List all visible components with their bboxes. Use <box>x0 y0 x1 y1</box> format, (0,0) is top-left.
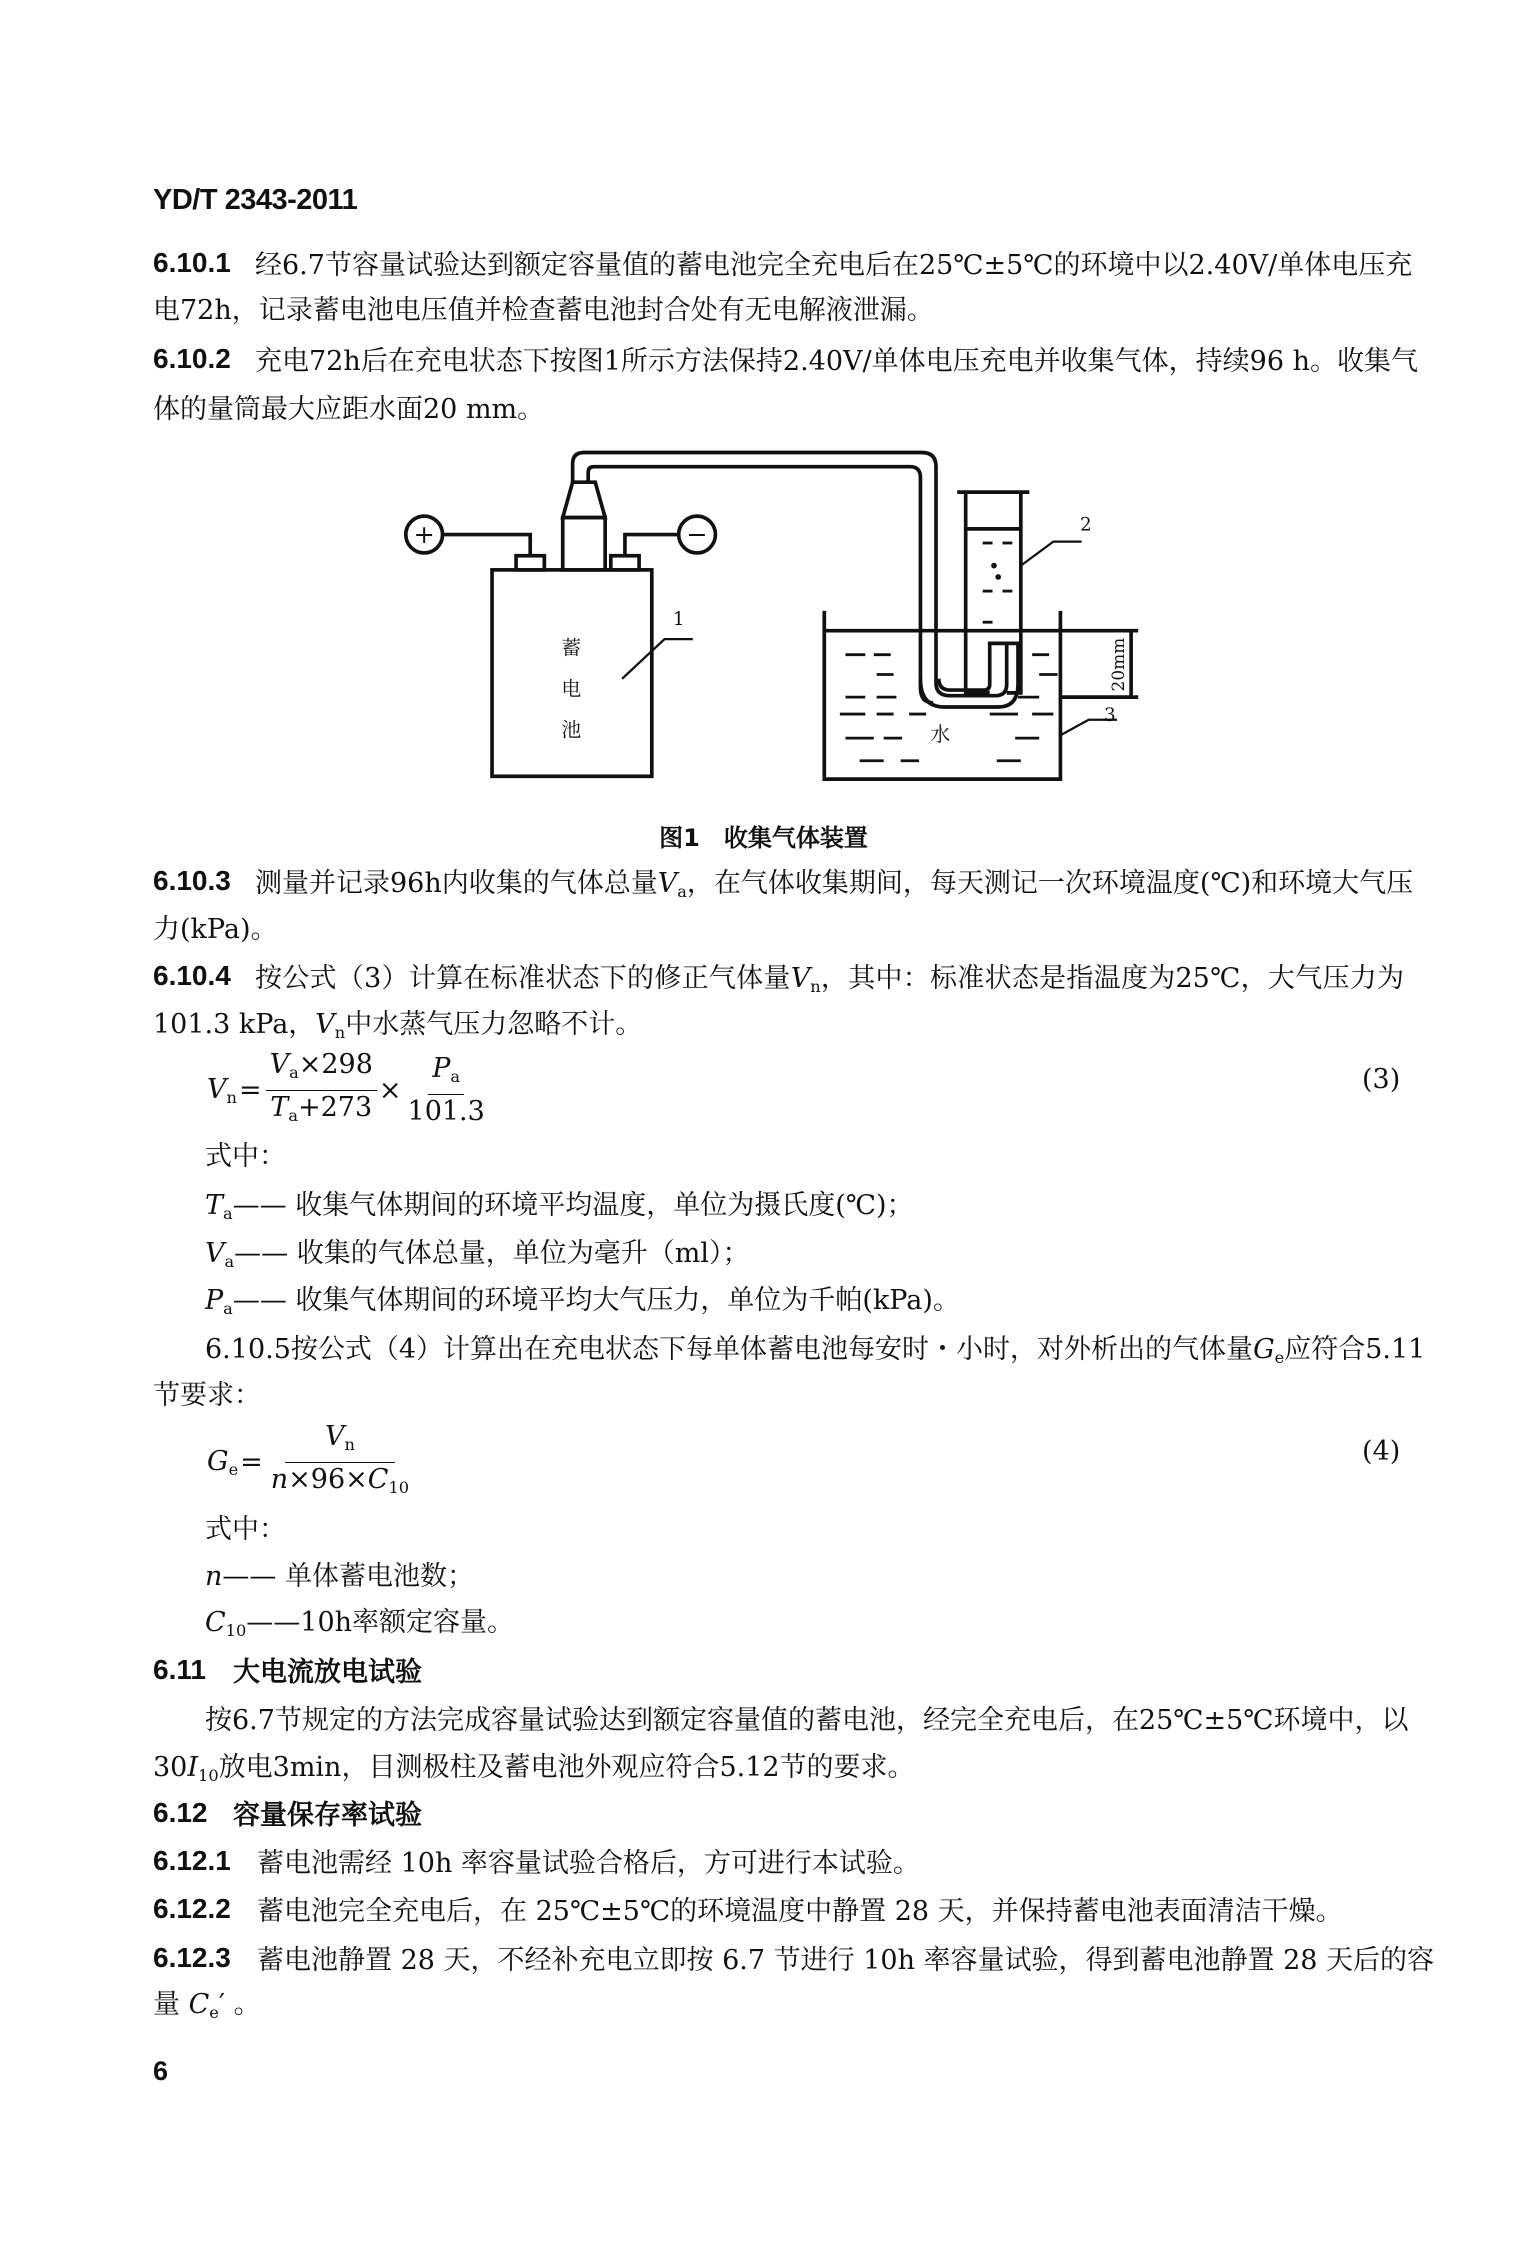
clause-number: 6.10.2 <box>153 343 231 374</box>
text-run: 经6.7节容量试验达到额定容量值的蓄电池完全充电后在25℃±5℃的环境中以2.40V/单体电压充 <box>255 250 1413 281</box>
text-line <box>205 1235 1404 1273</box>
text-line <box>205 1138 1404 1176</box>
battery-label-char: 蓄 <box>561 636 582 660</box>
text-line <box>153 292 1404 330</box>
text-line <box>205 1558 1404 1596</box>
line-text <box>233 1654 1404 1692</box>
text-line <box>205 1604 1404 1642</box>
text-run: 按6.7节规定的方法完成容量试验达到额定容量值的蓄电池，经完全充电后，在25℃±5℃环境中，以 <box>205 1705 1409 1736</box>
callout-1: 1 <box>672 609 685 631</box>
text-run: 30 <box>153 1752 188 1783</box>
text-run: 101.3 kPa， <box>153 1009 316 1040</box>
math-variable: $C_{10}$ <box>205 1607 247 1640</box>
figure-caption: 图1 收集气体装置 <box>659 824 868 852</box>
text-run: 放电3min，目测极柱及蓄电池外观应符合5.12节的要求。 <box>218 1752 915 1783</box>
line-text <box>153 391 1404 429</box>
math-variable: $P_a$ <box>205 1285 233 1318</box>
clause-number: 6.10.3 <box>153 865 231 896</box>
line-text <box>153 292 1404 330</box>
text-run: —— 收集气体期间的环境平均温度，单位为摄氏度(℃)； <box>232 1190 914 1221</box>
vent-valve <box>563 518 605 570</box>
clause-number: 6.12 <box>153 1797 208 1828</box>
line-text <box>153 1006 1404 1044</box>
text-run: 体的量筒最大应距水面20 mm。 <box>153 394 545 425</box>
positive-symbol: + <box>413 520 435 551</box>
text-run: ——10h率额定容量。 <box>246 1607 515 1638</box>
text-run: 充电72h后在充电状态下按图1所示方法保持2.40V/单体电压充电并收集气体，持续96 h。收集气 <box>255 346 1418 377</box>
callout-2: 2 <box>1080 514 1092 536</box>
line-text <box>205 1235 1404 1273</box>
clause-number: 6.11 <box>153 1654 206 1685</box>
line-text <box>205 1138 1404 1176</box>
text-run: 节要求： <box>153 1380 261 1411</box>
math-variable: $G_e$ <box>1253 1334 1285 1367</box>
text-line <box>205 1187 1404 1225</box>
clause-number: 6.12.1 <box>153 1845 231 1876</box>
line-text <box>255 960 1404 998</box>
line-text <box>205 1604 1404 1642</box>
text-line <box>205 1511 1404 1549</box>
water-basin <box>824 611 1060 779</box>
line-text <box>255 865 1413 903</box>
line-text <box>255 247 1412 285</box>
line-text <box>205 1702 1409 1740</box>
clause-number: 6.12.3 <box>153 1942 231 1973</box>
text-line <box>153 911 1404 949</box>
formula-3 <box>207 1048 491 1133</box>
text-run: 式中： <box>205 1141 286 1172</box>
water-label: 水 <box>930 722 951 746</box>
callout-3: 3 <box>1104 705 1116 727</box>
section-heading <box>153 1797 1404 1835</box>
positive-circle-icon <box>406 516 443 553</box>
battery-label-char: 池 <box>561 718 582 742</box>
equals-sign: = <box>238 1074 262 1106</box>
text-line <box>205 1331 1426 1369</box>
equation-number-4: (4) <box>1362 1436 1401 1467</box>
text-line <box>153 391 1404 429</box>
text-line <box>205 1282 1404 1320</box>
equation-number-3: (3) <box>1362 1064 1401 1095</box>
text-line <box>205 1702 1409 1740</box>
math-variable: n <box>205 1561 223 1592</box>
fraction: $\frac{V_n}{n\times 96\times C_{10}}$ <box>270 1421 410 1497</box>
text-run: 量 <box>153 1989 189 2020</box>
text-line <box>153 1942 1435 1980</box>
text-run: 按公式（3）计算在标准状态下的修正气体量 <box>255 963 791 994</box>
text-line <box>153 1749 1404 1787</box>
text-run: 蓄电池静置 28 天，不经补充电立即按 6.7 节进行 10h 率容量试验，得到蓄电池静置 28 天后的容 <box>257 1945 1435 1976</box>
text-line <box>153 865 1414 903</box>
line-text <box>257 1893 1404 1931</box>
line-text <box>153 1986 1404 2024</box>
document-code-header: YD/T 2343-2011 <box>153 184 358 216</box>
text-run: 应符合5.11 <box>1284 1334 1426 1365</box>
text-run: —— 收集的气体总量，单位为毫升（ml）； <box>234 1238 750 1269</box>
line-text <box>233 1797 1404 1835</box>
fraction: $\frac{P_a}{101.3}$ <box>407 1052 485 1127</box>
math-variable: $V_a$ <box>205 1238 235 1271</box>
text-run: 容量保存率试验 <box>233 1800 422 1831</box>
line-text <box>205 1282 1404 1320</box>
line-text <box>205 1558 1404 1596</box>
text-run: ，在气体收集期间，每天测记一次环境温度(℃)和环境大气压 <box>686 868 1414 899</box>
dimension-20mm: 20mm <box>1108 637 1129 692</box>
text-line <box>153 1845 1404 1883</box>
text-run: ，其中：标准状态是指温度为25℃，大气压力为 <box>820 963 1404 994</box>
text-run: 式中： <box>205 1514 286 1545</box>
text-line <box>153 960 1404 998</box>
negative-symbol: − <box>686 520 708 551</box>
negative-terminal <box>611 556 639 570</box>
text-run: 大电流放电试验 <box>233 1657 422 1688</box>
text-run: ′ 。 <box>218 1989 261 2020</box>
line-text <box>205 1187 1404 1225</box>
formula3-lhs: $V_n$ <box>207 1073 237 1107</box>
text-line <box>153 1893 1404 1931</box>
text-line <box>153 1377 1404 1415</box>
section-heading <box>153 1654 1404 1692</box>
text-run: 蓄电池需经 10h 率容量试验合格后，方可进行本试验。 <box>257 1848 920 1879</box>
math-variable: $V_n$ <box>790 963 821 996</box>
text-run: 中水蒸气压力忽略不计。 <box>345 1009 643 1040</box>
equals-sign: = <box>240 1446 263 1478</box>
positive-terminal <box>516 556 544 570</box>
text-run: 测量并记录96h内收集的气体总量 <box>255 868 658 899</box>
formula4-lhs: $G_e$ <box>207 1445 239 1479</box>
clause-number: 6.12.2 <box>153 1893 231 1924</box>
gas-tube-outer <box>573 453 1007 696</box>
battery-shape <box>492 570 652 776</box>
clause-number: 6.10.1 <box>153 247 231 278</box>
battery-label-char: 电 <box>561 677 582 701</box>
times-sign: × <box>378 1074 402 1106</box>
line-text <box>255 343 1418 381</box>
text-line <box>153 343 1418 381</box>
line-text <box>153 1749 1404 1787</box>
math-variable: $C_e$ <box>188 1989 219 2022</box>
text-run: 6.10.5按公式（4）计算出在充电状态下每单体蓄电池每安时・小时，对外析出的气体量 <box>205 1334 1254 1365</box>
line-text <box>153 1377 1404 1415</box>
text-run: —— 单体蓄电池数； <box>222 1561 474 1592</box>
line-text <box>257 1942 1434 1980</box>
line-text <box>153 911 1404 949</box>
text-run: 力(kPa)。 <box>153 914 278 945</box>
math-variable: $V_a$ <box>657 868 687 901</box>
formula-4 <box>207 1420 415 1505</box>
fraction: $\frac{V_a\times 298}{T_a+273}$ <box>266 1048 377 1133</box>
math-variable: $T_a$ <box>205 1190 233 1223</box>
page-number: 6 <box>153 2056 169 2086</box>
math-variable: $V_n$ <box>315 1009 346 1042</box>
math-variable: $I_{10}$ <box>187 1752 219 1785</box>
text-line <box>153 1006 1404 1044</box>
text-run: 电72h，记录蓄电池电压值并检查蓄电池封合处有无电解液泄漏。 <box>153 295 934 326</box>
text-line <box>153 1986 1404 2024</box>
line-text <box>205 1331 1425 1369</box>
line-text <box>205 1511 1404 1549</box>
line-text <box>257 1845 1404 1883</box>
text-run: —— 收集气体期间的环境平均大气压力，单位为千帕(kPa)。 <box>232 1285 960 1316</box>
negative-circle-icon <box>679 516 716 553</box>
text-run: 蓄电池完全充电后，在 25℃±5℃的环境温度中静置 28 天，并保持蓄电池表面清洁干燥。 <box>257 1896 1343 1927</box>
text-line <box>153 247 1413 285</box>
clause-number: 6.10.4 <box>153 960 231 991</box>
